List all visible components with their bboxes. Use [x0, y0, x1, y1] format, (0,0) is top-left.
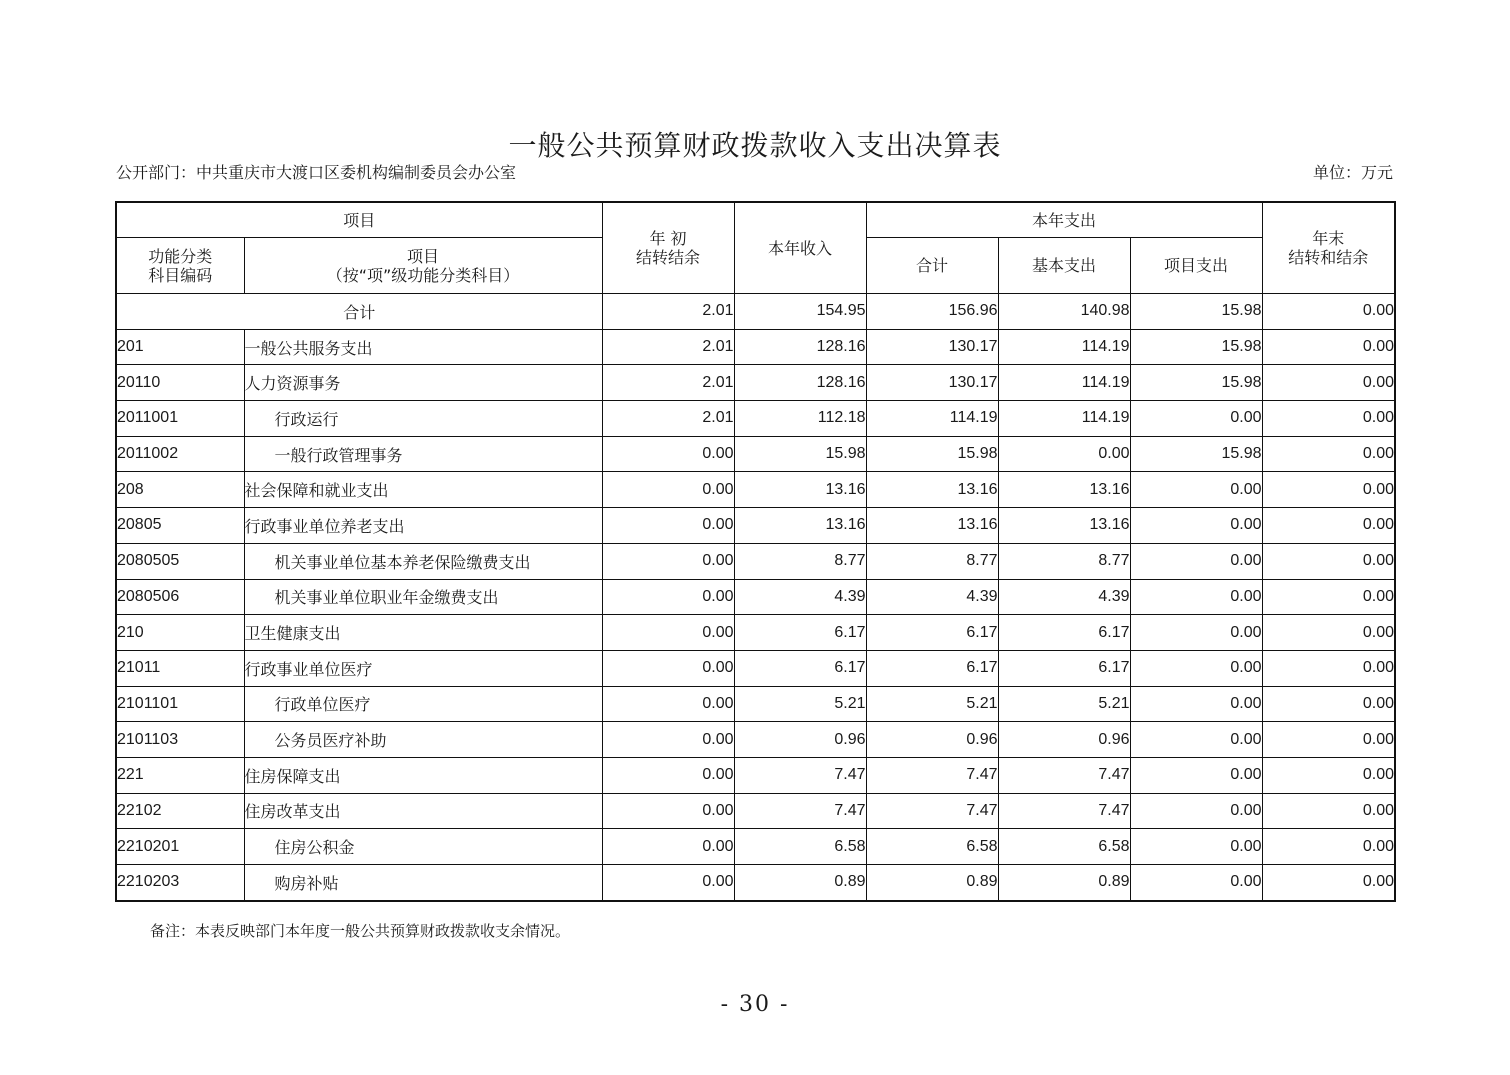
row-code: 221 — [116, 757, 244, 793]
row-total: 5.21 — [866, 686, 998, 722]
row-name: 行政事业单位医疗 — [244, 650, 602, 686]
table-row — [116, 543, 1395, 579]
row-opening: 2.01 — [602, 401, 734, 437]
table-row — [116, 793, 1395, 829]
table-row — [116, 401, 1395, 437]
row-name: 行政运行 — [244, 401, 602, 437]
row-code: 22102 — [116, 793, 244, 829]
row-income: 128.16 — [734, 365, 866, 401]
row-opening: 2.01 — [602, 365, 734, 401]
total-opening: 2.01 — [602, 294, 734, 330]
header-expense-basic: 基本支出 — [998, 238, 1130, 294]
table-row — [116, 615, 1395, 651]
row-project: 0.00 — [1130, 579, 1262, 615]
row-basic: 8.77 — [998, 543, 1130, 579]
row-project: 0.00 — [1130, 829, 1262, 865]
row-income: 4.39 — [734, 579, 866, 615]
table-row — [116, 365, 1395, 401]
row-total: 7.47 — [866, 757, 998, 793]
row-code: 21011 — [116, 650, 244, 686]
row-closing: 0.00 — [1262, 793, 1395, 829]
row-closing: 0.00 — [1262, 579, 1395, 615]
row-income: 8.77 — [734, 543, 866, 579]
row-income: 7.47 — [734, 793, 866, 829]
row-total: 130.17 — [866, 365, 998, 401]
table-row — [116, 829, 1395, 865]
header-func-code: 功能分类 科目编码 — [116, 238, 244, 294]
row-project: 0.00 — [1130, 722, 1262, 758]
row-name: 社会保障和就业支出 — [244, 472, 602, 508]
row-opening: 0.00 — [602, 793, 734, 829]
row-income: 6.58 — [734, 829, 866, 865]
row-project: 0.00 — [1130, 472, 1262, 508]
unit-label: 单位：万元 — [1312, 163, 1393, 182]
department-label: 公开部门：中共重庆市大渡口区委机构编制委员会办公室 — [116, 163, 517, 182]
row-project: 15.98 — [1130, 436, 1262, 472]
row-closing: 0.00 — [1262, 436, 1395, 472]
row-closing: 0.00 — [1262, 650, 1395, 686]
row-project: 0.00 — [1130, 508, 1262, 544]
total-income: 154.95 — [734, 294, 866, 330]
row-total: 0.89 — [866, 865, 998, 901]
row-project: 15.98 — [1130, 329, 1262, 365]
row-code: 2210203 — [116, 865, 244, 901]
row-opening: 0.00 — [602, 865, 734, 901]
row-code: 2101103 — [116, 722, 244, 758]
row-name: 行政单位医疗 — [244, 686, 602, 722]
table-row — [116, 686, 1395, 722]
row-opening: 0.00 — [602, 722, 734, 758]
row-code: 2080505 — [116, 543, 244, 579]
header-expense-project: 项目支出 — [1130, 238, 1262, 294]
row-project: 0.00 — [1130, 686, 1262, 722]
table-row — [116, 865, 1395, 901]
row-name: 一般公共服务支出 — [244, 329, 602, 365]
row-name: 机关事业单位职业年金缴费支出 — [244, 579, 602, 615]
row-code: 2080506 — [116, 579, 244, 615]
row-project: 0.00 — [1130, 793, 1262, 829]
row-basic: 114.19 — [998, 401, 1130, 437]
row-project: 0.00 — [1130, 865, 1262, 901]
row-project: 0.00 — [1130, 615, 1262, 651]
row-income: 128.16 — [734, 329, 866, 365]
row-opening: 2.01 — [602, 329, 734, 365]
total-basic: 140.98 — [998, 294, 1130, 330]
row-name: 购房补贴 — [244, 865, 602, 901]
row-closing: 0.00 — [1262, 543, 1395, 579]
row-opening: 0.00 — [602, 686, 734, 722]
row-income: 6.17 — [734, 615, 866, 651]
row-name: 公务员医疗补助 — [244, 722, 602, 758]
row-basic: 0.89 — [998, 865, 1130, 901]
table-row — [116, 722, 1395, 758]
row-income: 15.98 — [734, 436, 866, 472]
row-project: 0.00 — [1130, 757, 1262, 793]
page-number: - 30 - — [720, 992, 790, 1017]
row-closing: 0.00 — [1262, 686, 1395, 722]
row-code: 2011001 — [116, 401, 244, 437]
total-row — [116, 294, 1395, 330]
row-project: 15.98 — [1130, 365, 1262, 401]
row-total: 6.17 — [866, 650, 998, 686]
table-row — [116, 472, 1395, 508]
row-closing: 0.00 — [1262, 615, 1395, 651]
row-name: 人力资源事务 — [244, 365, 602, 401]
row-basic: 114.19 — [998, 365, 1130, 401]
row-opening: 0.00 — [602, 472, 734, 508]
row-total: 4.39 — [866, 579, 998, 615]
row-code: 2011002 — [116, 436, 244, 472]
page-title: 一般公共预算财政拨款收入支出决算表 — [508, 129, 1002, 162]
row-basic: 4.39 — [998, 579, 1130, 615]
row-basic: 114.19 — [998, 329, 1130, 365]
row-opening: 0.00 — [602, 543, 734, 579]
row-total: 13.16 — [866, 472, 998, 508]
row-closing: 0.00 — [1262, 722, 1395, 758]
row-income: 13.16 — [734, 472, 866, 508]
row-code: 2210201 — [116, 829, 244, 865]
row-name: 住房改革支出 — [244, 793, 602, 829]
row-income: 7.47 — [734, 757, 866, 793]
budget-table — [115, 201, 1396, 902]
row-code: 20110 — [116, 365, 244, 401]
header-expense-group: 本年支出 — [866, 202, 1262, 238]
header-row-1 — [116, 202, 1395, 238]
row-income: 0.89 — [734, 865, 866, 901]
table-row — [116, 508, 1395, 544]
row-opening: 0.00 — [602, 650, 734, 686]
total-label: 合计 — [116, 294, 602, 330]
row-basic: 7.47 — [998, 793, 1130, 829]
row-basic: 6.17 — [998, 615, 1130, 651]
row-total: 6.17 — [866, 615, 998, 651]
row-basic: 13.16 — [998, 472, 1130, 508]
row-opening: 0.00 — [602, 436, 734, 472]
table-row — [116, 757, 1395, 793]
row-closing: 0.00 — [1262, 757, 1395, 793]
row-name: 行政事业单位养老支出 — [244, 508, 602, 544]
table-row — [116, 650, 1395, 686]
row-total: 6.58 — [866, 829, 998, 865]
row-basic: 0.00 — [998, 436, 1130, 472]
row-closing: 0.00 — [1262, 508, 1395, 544]
row-income: 5.21 — [734, 686, 866, 722]
row-opening: 0.00 — [602, 829, 734, 865]
row-project: 0.00 — [1130, 543, 1262, 579]
row-opening: 0.00 — [602, 508, 734, 544]
total-expense: 156.96 — [866, 294, 998, 330]
row-total: 114.19 — [866, 401, 998, 437]
row-opening: 0.00 — [602, 757, 734, 793]
row-closing: 0.00 — [1262, 865, 1395, 901]
row-total: 13.16 — [866, 508, 998, 544]
row-name: 机关事业单位基本养老保险缴费支出 — [244, 543, 602, 579]
row-closing: 0.00 — [1262, 401, 1395, 437]
row-project: 0.00 — [1130, 650, 1262, 686]
row-total: 8.77 — [866, 543, 998, 579]
row-name: 卫生健康支出 — [244, 615, 602, 651]
row-total: 7.47 — [866, 793, 998, 829]
header-item-name: 项目 （按“项”级功能分类科目） — [244, 238, 602, 294]
footnote: 备注：本表反映部门本年度一般公共预算财政拨款收支余情况。 — [150, 922, 571, 940]
header-income: 本年收入 — [734, 202, 866, 294]
row-total: 15.98 — [866, 436, 998, 472]
row-income: 112.18 — [734, 401, 866, 437]
row-name: 住房保障支出 — [244, 757, 602, 793]
row-closing: 0.00 — [1262, 472, 1395, 508]
row-project: 0.00 — [1130, 401, 1262, 437]
row-total: 130.17 — [866, 329, 998, 365]
subtitle-row — [116, 160, 1393, 184]
row-name: 住房公积金 — [244, 829, 602, 865]
row-code: 20805 — [116, 508, 244, 544]
row-income: 13.16 — [734, 508, 866, 544]
row-basic: 7.47 — [998, 757, 1130, 793]
table-row — [116, 329, 1395, 365]
row-income: 0.96 — [734, 722, 866, 758]
row-basic: 0.96 — [998, 722, 1130, 758]
row-opening: 0.00 — [602, 615, 734, 651]
row-code: 208 — [116, 472, 244, 508]
table-row — [116, 579, 1395, 615]
row-opening: 0.00 — [602, 579, 734, 615]
row-code: 2101101 — [116, 686, 244, 722]
row-total: 0.96 — [866, 722, 998, 758]
table-row — [116, 436, 1395, 472]
row-basic: 5.21 — [998, 686, 1130, 722]
header-expense-total: 合计 — [866, 238, 998, 294]
row-basic: 6.17 — [998, 650, 1130, 686]
row-basic: 6.58 — [998, 829, 1130, 865]
total-closing: 0.00 — [1262, 294, 1395, 330]
row-closing: 0.00 — [1262, 829, 1395, 865]
row-basic: 13.16 — [998, 508, 1130, 544]
header-opening-balance: 年 初 结转结余 — [602, 202, 734, 294]
row-name: 一般行政管理事务 — [244, 436, 602, 472]
row-code: 201 — [116, 329, 244, 365]
row-closing: 0.00 — [1262, 365, 1395, 401]
header-closing-balance: 年末 结转和结余 — [1262, 202, 1395, 294]
row-closing: 0.00 — [1262, 329, 1395, 365]
total-project: 15.98 — [1130, 294, 1262, 330]
row-code: 210 — [116, 615, 244, 651]
header-item-group: 项目 — [116, 202, 602, 238]
row-income: 6.17 — [734, 650, 866, 686]
